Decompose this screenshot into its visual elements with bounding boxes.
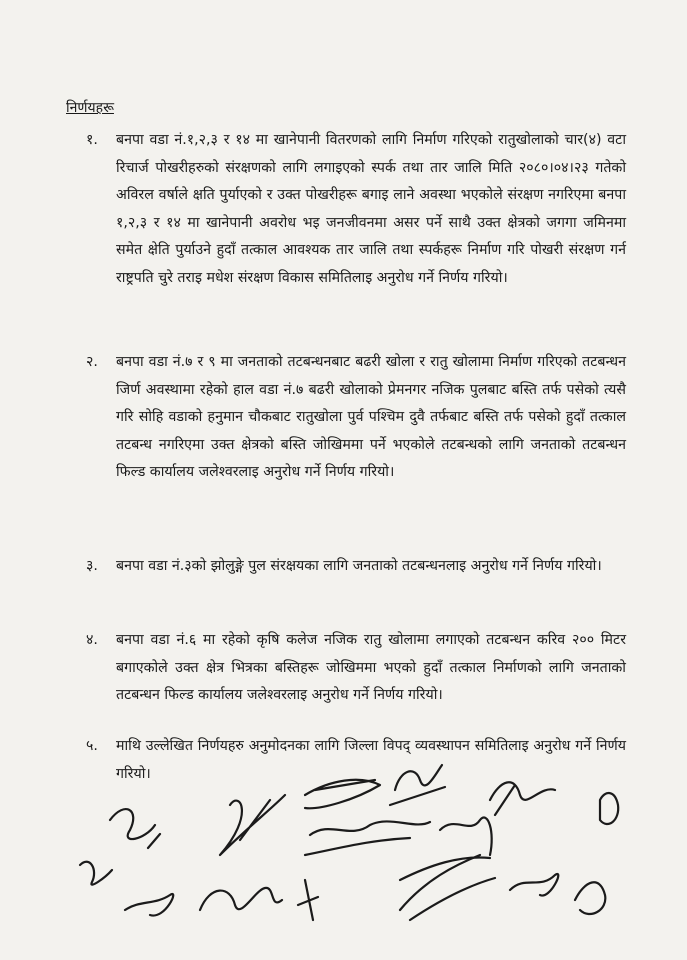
signature-15 [575, 882, 605, 914]
signature-5 [490, 782, 555, 815]
decision-number: २. [86, 354, 98, 370]
signature-1 [110, 809, 160, 848]
signature-12 [298, 880, 318, 920]
signature-14 [510, 874, 558, 896]
signature-7 [80, 862, 112, 885]
signature-8 [305, 821, 430, 855]
decision-number: ४. [86, 632, 98, 648]
signature-13 [400, 855, 495, 920]
decision-text: बनपा वडा नं.१,२,३ र १४ मा खानेपानी वितरणको लागि निर्माण गरिएको रातुखोलाको चार(४) वटा रिचार्ज पोखरीहरुको संरक्षणको लागि लगाइएको स्पर्क तथा तार जालि मिति २०८०।०४।२३ गतेको अविरल वर्षाले क्षति पुर्याएको र उक्त पोखरीहरू बगाइ लाने अवस्था भएकोले संरक्षण नगरिएमा बनपा १,२,३ र १४ मा खानेपानी अवरोध भइ जनजीवनमा असर पर्ने साथै उक्त क्षेत्रको जगगा जमिनमा समेत क्षेति पुर्याउने हुदाँ तत्काल आवश्यक तार जालि तथा स्पर्कहरू निर्माण गरि पोखरी संरक्षण गर्न राष्ट्रपति चुरे तराइ मधेश संरक्षण विकास समितिलाइ अनुरोध गर्ने निर्णय गरियो। [116, 132, 626, 286]
signatures-area [70, 760, 670, 950]
decision-item-2 [86, 349, 626, 487]
signature-4 [390, 765, 445, 805]
decision-text: बनपा वडा नं.७ र ९ मा जनताको तटबन्धनबाट बढरी खोला र रातु खोलामा निर्माण गरिएको तटबन्धन जिर्ण अवस्थामा रहेको हाल वडा नं.७ बढरी खोलाको प्रेमनगर नजिक पुलबाट बस्ति तर्फ पसेको त्यसै गरि सोहि वडाको हनुमान चौकबाट रातुखोला पुर्व पश्चिम दुवै तर्फबाट बस्ति तर्फ पसेको हुदाँ तत्काल तटबन्ध नगरिएमा उक्त क्षेत्रको बस्ति जोखिममा पर्ने भएकोले तटबन्धको लागि जनताको तटबन्धन फिल्ड कार्यालय जलेश्वरलाइ अनुरोध गर्ने निर्णय गरियो। [116, 354, 626, 481]
decision-number: ३. [86, 558, 98, 574]
signature-10 [125, 894, 173, 916]
signature-3 [305, 780, 380, 808]
decision-item-4 [86, 627, 626, 710]
decision-text: माथि उल्लेखित निर्णयहरु अनुमोदनका लागि जिल्ला विपद् व्यवस्थापन समितिलाइ अनुरोध गर्ने निर्णय गरियो। [116, 738, 626, 782]
decision-item-3 [86, 553, 626, 581]
signature-2 [220, 795, 285, 855]
signature-6 [600, 793, 618, 824]
decision-text: बनपा वडा नं.३को झोलुङ्गे पुल संरक्षयका लागि जनताको तटबन्धनलाइ अनुरोध गर्ने निर्णय गरियो। [116, 558, 602, 574]
decision-item-1 [86, 127, 626, 293]
decision-text: बनपा वडा नं.६ मा रहेको कृषि कलेज नजिक रातु खोलामा लगाएको तटबन्धन करिव २०० मिटर बगाएकोले उक्त क्षेत्र भित्रका बस्तिहरू जोखिममा भएको हुदाँ तत्काल निर्माणको लागि जनताको तटबन्धन फिल्ड कार्यालय जलेश्वरलाइ अनुरोध गर्ने निर्णय गरियो। [116, 632, 626, 704]
signature-11 [200, 888, 282, 910]
decisions-heading: निर्णयहरू [66, 100, 114, 116]
decision-number: ५. [86, 738, 98, 754]
decision-number: १. [86, 132, 98, 148]
